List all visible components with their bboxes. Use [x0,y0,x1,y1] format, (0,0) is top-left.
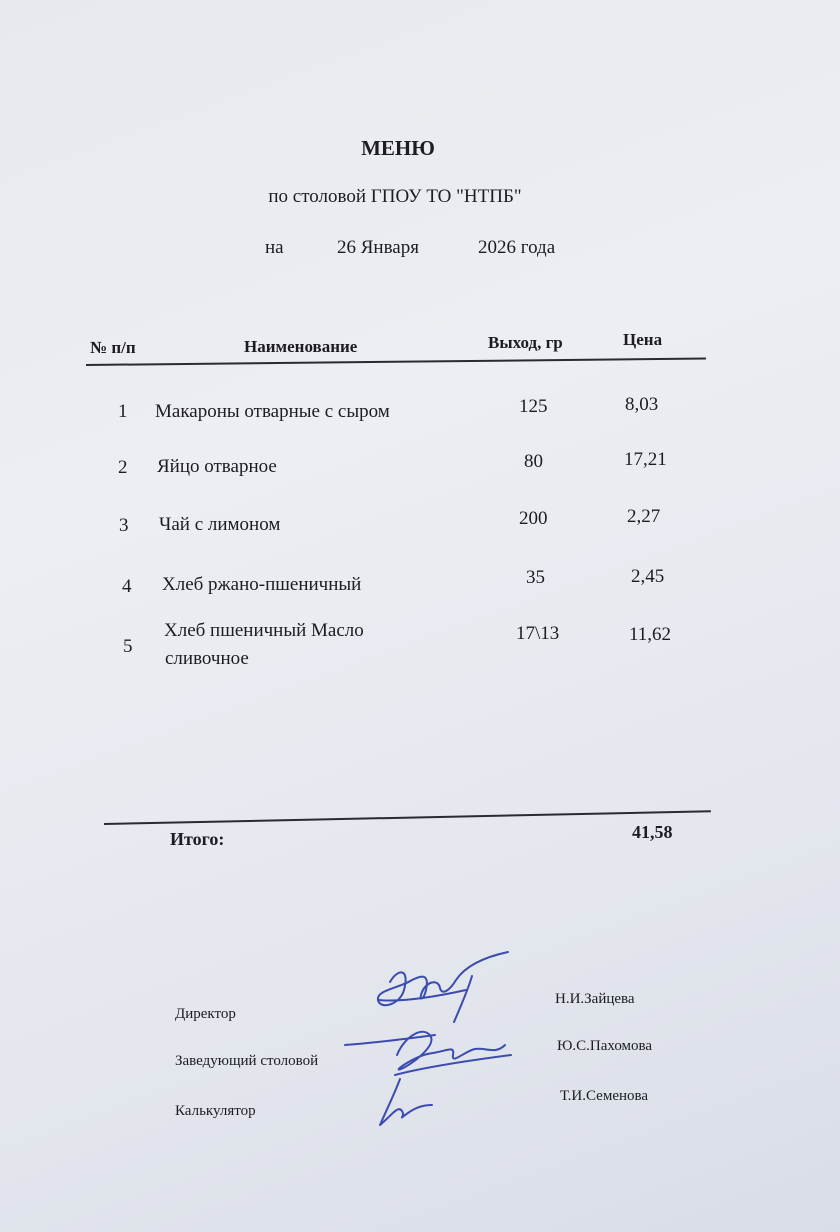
total-divider [104,810,711,824]
column-header-yield: Выход, гр [488,333,563,352]
table-row-name: Хлеб ржано-пшеничный [162,574,362,595]
signature-role-director: Директор [175,1006,236,1022]
table-row-name: Яйцо отварное [157,456,277,477]
table-row-number: 4 [122,576,132,597]
table-row-yield: 80 [524,451,543,472]
table-row-number: 2 [118,457,128,478]
table-row-number: 5 [123,636,133,657]
date-day: 26 Января [337,237,419,258]
signature-role-canteen-head: Заведующий столовой [175,1053,319,1069]
table-row-name-continuation: сливочное [165,648,249,669]
table-row-number: 3 [119,515,129,536]
table-row-number: 1 [118,401,128,422]
signature-name-director: Н.И.Зайцева [555,991,635,1007]
table-row-price: 11,62 [629,624,672,645]
table-row-price: 2,45 [631,566,665,587]
total-label: Итого: [170,829,225,849]
total-value: 41,58 [632,822,673,842]
table-row-name: Чай с лимоном [159,514,281,535]
calculator-signature-mark [372,1075,452,1130]
signature-role-calculator: Калькулятор [175,1103,256,1119]
column-header-number: № п/п [90,338,136,357]
column-header-name: Наименование [244,337,358,356]
header-divider [86,358,706,366]
signature-name-canteen-head: Ю.С.Пахомова [557,1038,653,1054]
table-row-yield: 17\13 [516,623,560,644]
table-row-yield: 125 [519,396,548,417]
table-row-yield: 35 [526,567,545,588]
column-header-price: Цена [623,330,663,349]
table-row-price: 8,03 [625,394,659,415]
table-row-price: 2,27 [627,506,661,527]
table-row-name: Макароны отварные с сыром [155,401,390,422]
table-row-name: Хлеб пшеничный Масло [164,620,364,641]
signature-name-calculator: Т.И.Семенова [560,1088,649,1104]
document-subtitle: по столовой ГПОУ ТО "НТПБ" [268,186,522,207]
document-title: МЕНЮ [361,136,435,160]
date-prefix: на [265,237,284,258]
table-row-price: 17,21 [624,449,667,470]
table-row-yield: 200 [519,508,548,529]
date-year: 2026 года [478,237,556,258]
